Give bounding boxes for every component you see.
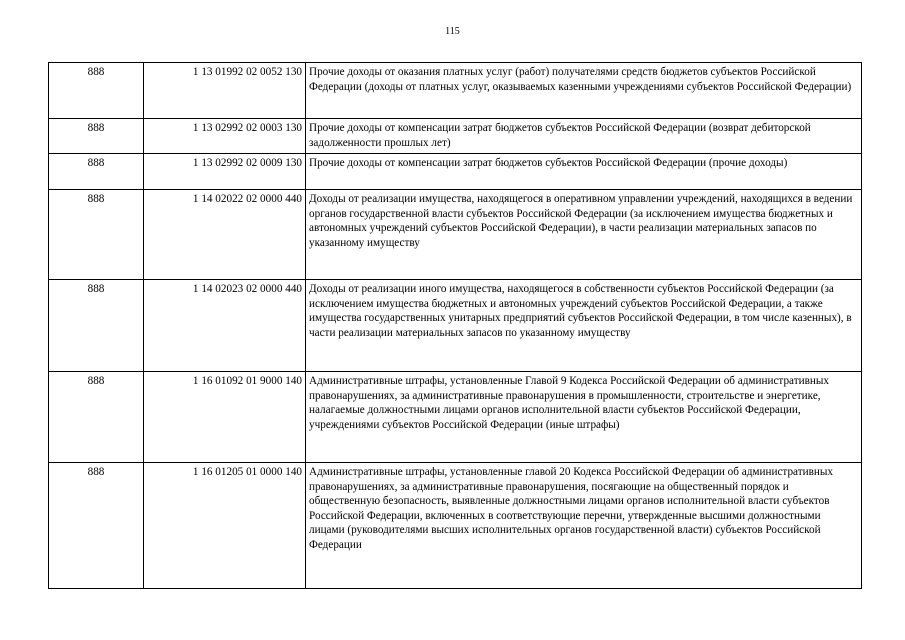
table-row xyxy=(49,280,862,372)
revenue-codes-table xyxy=(48,62,862,589)
table-row xyxy=(49,372,862,463)
table-row xyxy=(49,154,862,190)
budget-code-cell: 1 16 01092 01 9000 140 xyxy=(144,372,306,463)
revenue-name-cell: Прочие доходы от компенсации затрат бюджетов субъектов Российской Федерации (прочие доходы) xyxy=(306,154,862,190)
admin-code-cell: 888 xyxy=(49,463,144,589)
admin-code-cell: 888 xyxy=(49,63,144,119)
revenue-name-cell: Доходы от реализации иного имущества, находящегося в собственности субъектов Российской Федерации (за исключением имущества бюджетных и автономных учреждений субъектов Российской Федерации, а также имущества государственных унитарных предприятий субъектов Российской Федерации, в том числе казенных), в части реализации материальных запасов по указанному имуществу xyxy=(306,280,862,372)
budget-code-cell: 1 14 02022 02 0000 440 xyxy=(144,190,306,280)
admin-code-cell: 888 xyxy=(49,280,144,372)
revenue-name-cell: Прочие доходы от компенсации затрат бюджетов субъектов Российской Федерации (возврат дебиторской задолженности прошлых лет) xyxy=(306,119,862,154)
table-row xyxy=(49,119,862,154)
admin-code-cell: 888 xyxy=(49,372,144,463)
table-row xyxy=(49,63,862,119)
budget-code-cell: 1 16 01205 01 0000 140 xyxy=(144,463,306,589)
table-row xyxy=(49,190,862,280)
budget-code-cell: 1 13 02992 02 0003 130 xyxy=(144,119,306,154)
revenue-name-cell: Административные штрафы, установленные главой 20 Кодекса Российской Федерации об административных правонарушениях, за административные правонарушения, посягающие на общественный порядок и общественную безопасность, выявленные должностными лицами органов исполнительной власти субъектов Российской Федерации, включенных в соответствующие перечни, утвержденные высшими должностными лицами (руководителями высших исполнительных органов государственной власти) субъектов Российской Федерации xyxy=(306,463,862,589)
revenue-name-cell: Доходы от реализации имущества, находящегося в оперативном управлении учреждений, находящихся в ведении органов государственной власти субъектов Российской Федерации (за исключением имущества бюджетных и автономных учреждений субъектов Российской Федерации), в части реализации материальных запасов по указанному имуществу xyxy=(306,190,862,280)
budget-code-cell: 1 13 02992 02 0009 130 xyxy=(144,154,306,190)
table-row xyxy=(49,463,862,589)
admin-code-cell: 888 xyxy=(49,119,144,154)
page-number: 115 xyxy=(445,26,460,37)
revenue-name-cell: Административные штрафы, установленные Главой 9 Кодекса Российской Федерации об административных правонарушениях, за административные правонарушения в промышленности, строительстве и энергетике, налагаемые должностными лицами органов исполнительной власти субъектов Российской Федерации, учреждениями субъектов Российской Федерации (иные штрафы) xyxy=(306,372,862,463)
budget-code-cell: 1 14 02023 02 0000 440 xyxy=(144,280,306,372)
revenue-name-cell: Прочие доходы от оказания платных услуг (работ) получателями средств бюджетов субъектов Российской Федерации (доходы от платных услуг, оказываемых казенными учреждениями субъектов Российской Федерации) xyxy=(306,63,862,119)
admin-code-cell: 888 xyxy=(49,190,144,280)
admin-code-cell: 888 xyxy=(49,154,144,190)
budget-code-cell: 1 13 01992 02 0052 130 xyxy=(144,63,306,119)
